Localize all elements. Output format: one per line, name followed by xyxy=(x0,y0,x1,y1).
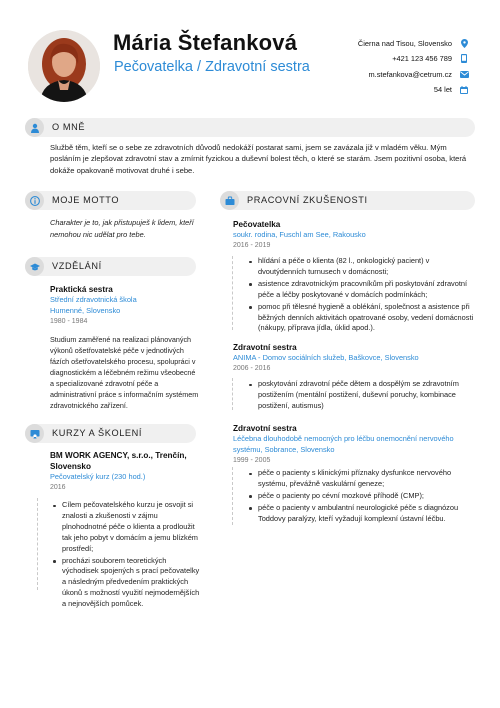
age-text: 54 let xyxy=(433,85,452,95)
list-item: hlídání a péče o klienta (82 l., onkologický pacient) v dvoutýdenních turnusech v domácnosti; xyxy=(246,256,474,278)
course-year: 2016 xyxy=(50,483,66,491)
job-2-title: Zdravotní sestra xyxy=(233,343,297,352)
section-experience-title: PRACOVNÍ ZKUŠENOSTI xyxy=(247,195,368,205)
list-item: procházi souborem teoretických východisek spojených s prací pečovatelky a následným předvedením praktických úkonů s možností využití nejmodernějších a nejnovějších pomůcek. xyxy=(50,556,200,611)
education-place: Humenné, Slovensko xyxy=(50,305,121,315)
section-about-title: O MNĚ xyxy=(52,122,86,132)
info-icon xyxy=(25,191,44,210)
list-item: péče o pacienty po cévní mozkové příhodě (CMP); xyxy=(246,491,474,502)
job-entry-2 xyxy=(233,342,473,375)
address-text: Čierna nad Tisou, Slovensko xyxy=(357,39,452,48)
job-1-employer: soukr. rodina, Fuschl am See, Rakousko xyxy=(233,230,366,239)
section-courses-header xyxy=(25,424,196,443)
phone-icon xyxy=(459,54,469,63)
profile-photo xyxy=(28,30,100,102)
candidate-name: Mária Štefanková xyxy=(113,30,298,55)
section-courses-title: KURZY A ŠKOLENÍ xyxy=(52,428,143,438)
job-2-bullets xyxy=(246,379,474,413)
certificate-icon xyxy=(25,424,44,443)
list-item: péče o pacienty v ambulantní neurologické péče s diagnózou Toddovy paralýzy, kteří vyžadují komplexní ústavní léčbu. xyxy=(246,503,474,525)
job-2-timeline xyxy=(232,378,233,410)
list-item: péče o pacienty s klinickými příznaky dysfunkce nervového systému, převážně vaskulární geneze; xyxy=(246,468,474,490)
list-item: pomoc při tělesné hygieně a oblékání, společnost a asistence při běžných denních aktivitách opatrované osoby, vedení domácnosti (nákupy, příprava jídla, úklid apod.). xyxy=(246,302,474,335)
calendar-icon xyxy=(459,86,469,94)
contact-phone[interactable] xyxy=(358,52,469,65)
graduation-cap-icon xyxy=(25,257,44,276)
course-entry xyxy=(50,450,195,494)
section-about-header xyxy=(25,118,475,137)
job-3-timeline xyxy=(232,467,233,525)
section-experience-header xyxy=(220,191,475,210)
location-icon xyxy=(459,39,469,48)
list-item: asistence zdravotnickým pracovníkům při poskytování zdravotní péče a léčby poskytované v domácích podmínkách; xyxy=(246,279,474,301)
contact-email[interactable] xyxy=(358,68,469,81)
job-entry-3 xyxy=(233,423,473,466)
education-description: Studium zaměřené na realizaci plánovaných výkonů ošetřovatelské péče v jednotlivých fázích ošetřovatelského procesu, spolupráci v diagnostickém a léčebném režimu všeobecné a specializované zdravotní péče a administrativní práce s informačním systémem zdravotnického zařízení. xyxy=(50,335,199,411)
job-entry-1 xyxy=(233,219,473,252)
section-education-title: VZDĚLÁNÍ xyxy=(52,261,102,271)
list-item: poskytování zdravotní péče dětem a dospělým se zdravotním postižením (mentální postižení, duševní poruchy, kombinace postižení, autismus) xyxy=(246,379,474,412)
job-2-dates: 2006 - 2016 xyxy=(233,364,271,372)
header xyxy=(0,0,500,112)
job-3-employer: Léčebna dlouhodobě nemocných pro léčbu onemocnění nervového systému, Sobrance, Slovensko xyxy=(233,434,454,454)
job-1-dates: 2016 - 2019 xyxy=(233,241,271,249)
motto-text: Charakter je to, jak přistupuješ k lidem, kteří nemohou nic udělat pro tebe. xyxy=(50,218,194,239)
job-1-timeline xyxy=(232,256,233,330)
course-timeline xyxy=(37,498,38,590)
course-bullets xyxy=(50,500,200,611)
contact-info xyxy=(358,37,469,99)
contact-age xyxy=(358,83,469,96)
education-dates: 1980 - 1984 xyxy=(50,317,88,325)
contact-address xyxy=(358,37,469,50)
job-title: Pečovatelka / Zdravotní sestra xyxy=(114,59,310,75)
job-3-dates: 1999 - 2005 xyxy=(233,456,271,464)
person-icon xyxy=(25,118,44,137)
education-title: Praktická sestra xyxy=(50,285,113,294)
briefcase-icon xyxy=(220,191,239,210)
job-2-employer: ANIMA - Domov sociálních služeb, Baškovce, Slovensko xyxy=(233,353,419,362)
section-motto-title: MOJE MOTTO xyxy=(52,195,120,205)
email-text[interactable]: m.stefankova@cetrum.cz xyxy=(368,69,452,79)
list-item: Cílem pečovatelského kurzu je osvojit si znalosti a zkušenosti v zájmu plnohodnotné péče o klienta a prodloužit tak jeho pobyt v domácím a jemu blízkém prostředí; xyxy=(50,500,200,555)
job-1-title: Pečovatelka xyxy=(233,220,281,229)
about-text: Službě těm, kteří se o sebe ze zdravotních důvodů nedokáží postarat sami, jsem se zavázala již v mladém věku. Mým posláním je zlepšovat zdravotní stav a zmírnit fyzickou a duševní bolest těch, o které se starám. Jsem pozitivní osoba, která dokáže opakovaně motivovat druhé i sebe. xyxy=(50,143,467,175)
job-1-bullets xyxy=(246,256,474,335)
education-entry xyxy=(50,284,200,411)
section-education-header xyxy=(25,257,196,276)
course-subtitle: Pečovatelský kurz (230 hod.) xyxy=(50,472,146,481)
section-motto-header xyxy=(25,191,196,210)
education-school: Střední zdravotnická škola xyxy=(50,295,137,304)
course-title: BM WORK AGENCY, s.r.o., Trenčín, Slovensko xyxy=(50,451,187,471)
job-3-title: Zdravotní sestra xyxy=(233,424,297,433)
phone-text[interactable]: +421 123 456 789 xyxy=(392,54,452,64)
email-icon xyxy=(459,71,469,78)
job-3-bullets xyxy=(246,468,474,526)
